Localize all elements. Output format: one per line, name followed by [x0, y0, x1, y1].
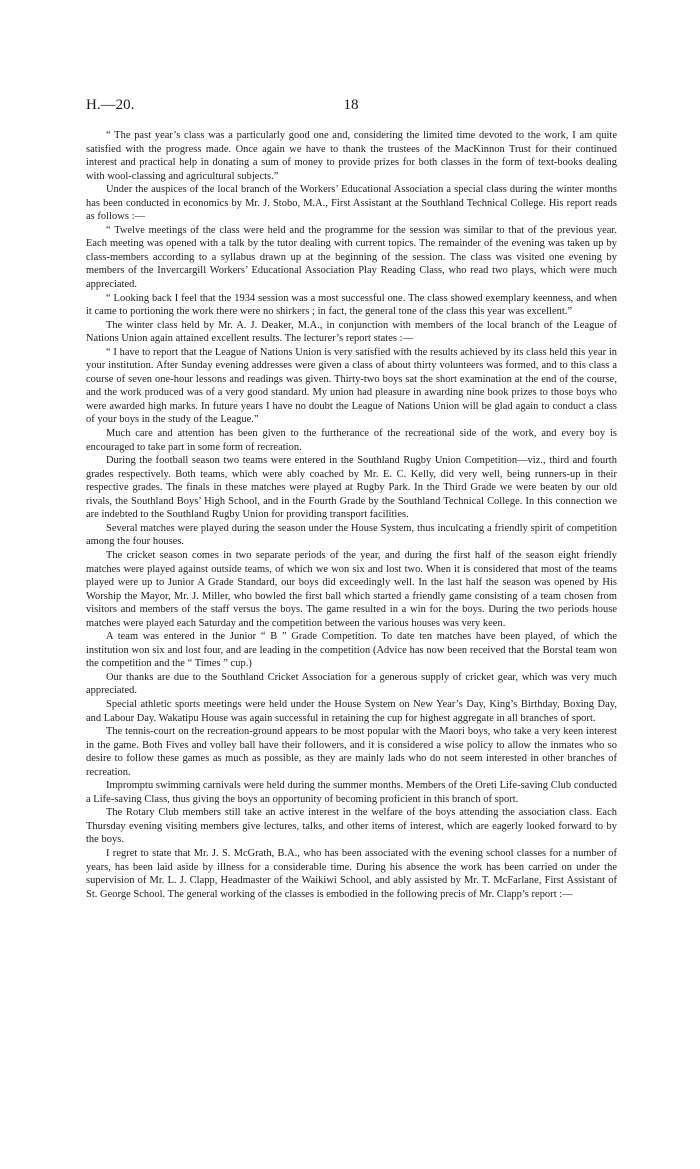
- page-header: [86, 97, 616, 117]
- paragraph: Impromptu swimming carnivals were held during the summer months. Members of the Oreti Life-saving Club conducted a Life-saving Class, thus giving the boys an opportunity of becoming proficient in this branch of sport.: [86, 780, 617, 805]
- paragraph: The Rotary Club members still take an active interest in the welfare of the boys attending the association class. Each Thursday evening visiting members give lectures, talks, and other items of interest, which are eagerly looked forward to by the boys.: [86, 807, 617, 846]
- paragraph: Special athletic sports meetings were held under the House System on New Year’s Day, King’s Birthday, Boxing Day, and Labour Day. Wakatipu House was again successful in retaining the cup for highest aggregate in all branches of sport.: [86, 698, 617, 724]
- paragraph: The cricket season comes in two separate periods of the year, and during the first half of the season eight friendly matches were played against outside teams, of which we won six and lost two. When it is considered that most of the teams played were up to Junior A Grade Standard, our boys did exceedingly well. In the last half the season was opened by His Worship the Mayor, Mr. J. Miller, who bowled the first ball which started a friendly game consisting of a team chosen from visitors and members of the staff versus the boys. The game resulted in a win for the boys. During the two periods house matches were played each Saturday and the competition between the various houses was very keen.: [86, 549, 617, 629]
- body-text: [86, 129, 617, 901]
- paragraph: A team was entered in the Junior “ B ” Grade Competition. To date ten matches have been played, of which the institution won six and lost four, and are leading in the competition (Advice has now been received that the Borstal team won the competition and the “ Times ” cup.): [86, 631, 617, 670]
- page-number: 18: [343, 97, 359, 113]
- paragraph: Our thanks are due to the Southland Cricket Association for a generous supply of cricket gear, which was very much appreciated.: [86, 671, 617, 697]
- paragraph: The winter class held by Mr. A. J. Deaker, M.A., in conjunction with members of the local branch of the League of Nations Union again attained excellent results. The lecturer’s report states :—: [86, 319, 617, 345]
- paragraph: Much care and attention has been given to the furtherance of the recreational side of the work, and every boy is encouraged to take part in some form of recreation.: [86, 428, 617, 453]
- paragraph: Several matches were played during the season under the House System, thus inculcating a friendly spirit of competition among the four houses.: [86, 522, 617, 548]
- paragraph: Under the auspices of the local branch of the Workers’ Educational Association a special class during the winter months has been conducted in economics by Mr. J. Stobo, M.A., First Assistant at the Southland Technical College. His report reads as follows :—: [86, 184, 617, 223]
- document-reference: H.—20.: [86, 97, 135, 113]
- paragraph: During the football season two teams were entered in the Southland Rugby Union Competition—viz., third and fourth grades respectively. Both teams, which were ably coached by Mr. E. C. Kelly, did very well, being runners-up in their respective grades. The finals in these matches were played at Rugby Park. In the Third Grade we were beaten by our old rivals, the Southland Boys’ High School, and in the Fourth Grade by the Southland Technical College. In this connection we are indebted to the Southland Rugby Union for providing transport facilities.: [86, 455, 617, 521]
- paragraph: The tennis-court on the recreation-ground appears to be most popular with the Maori boys, who take a very keen interest in the game. Both Fives and volley ball have their followers, and it is considered a wise policy to allow the inmates who so desire to follow these games as much as possible, as they are mainly lads who do not seem interested in other branches of recreation.: [86, 726, 617, 778]
- paragraph: “ The past year’s class was a particularly good one and, considering the limited time devoted to the work, I am quite satisfied with the progress made. Once again we have to thank the trustees of the MacKinnon Trust for their continued interest and practical help in donating a sum of money to provide prizes for both classes in the form of text-books dealing with wool-classing and agricultural subjects.”: [86, 130, 617, 182]
- paragraph: “ I have to report that the League of Nations Union is very satisfied with the results achieved by its class held this year in your institution. After Sunday evening addresses were given a class of about thirty volunteers was formed, and to this class a course of seven one-hour lessons and readings was given. Thirty-two boys sat the short examination at the end of the course, and the work produced was of a very good standard. My union had pleasure in awarding nine book prizes to those boys who were awarded high marks. In future years I have no doubt the League of Nations Union will be glad again to conduct a class of your boys in the study of the League.”: [86, 346, 617, 426]
- paragraph: “ Twelve meetings of the class were held and the programme for the session was similar to that of the previous year. Each meeting was opened with a talk by the tutor dealing with current topics. The remainder of the evening was taken up by class-members according to a syllabus drawn up at the beginning of the session. The class was visited one evening by members of the Invercargill Workers’ Educational Association Play Reading Class, who read two plays, which were much appreciated.: [86, 224, 617, 291]
- paragraph: I regret to state that Mr. J. S. McGrath, B.A., who has been associated with the evening school classes for a number of years, has been laid aside by illness for a considerable time. During his absence the work has been carried on under the supervision of Mr. L. J. Clapp, Headmaster of the Waikiwi School, and ably assisted by Mr. T. McFarlane, First Assistant of St. George School. The general working of the classes is embodied in the following precis of Mr. Clapp’s report :—: [86, 847, 617, 900]
- paragraph: “ Looking back I feel that the 1934 session was a most successful one. The class showed exemplary keenness, and when it came to portioning the work there were no shirkers ; in fact, the general tone of the class this year was excellent.”: [86, 292, 617, 318]
